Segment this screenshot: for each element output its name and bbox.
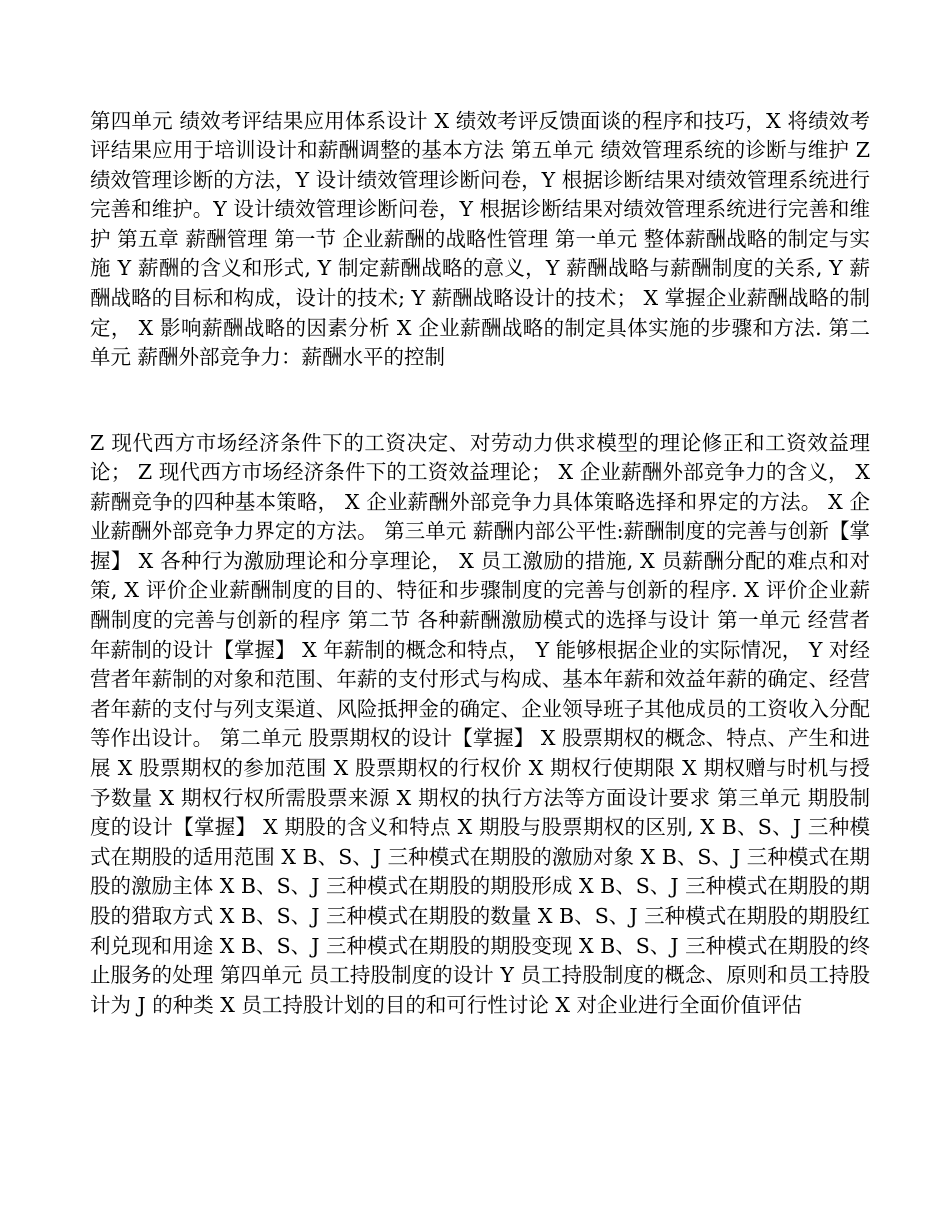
paragraph-compensation-incentive-models: Z 现代西方市场经济条件下的工资决定、对劳动力供求模型的理论修正和工资效益理论； Z 现代西方市场经济条件下的工资效益理论； X 企业薪酬外部竞争力的含义， X 薪酬竞争的四种基本策略， X 企业薪酬外部竞争力具体策略选择和界定的方法。 X 企业薪酬外部竞争力界定的方法。 第三单元 薪酬内部公平性:薪酬制度的完善与创新【掌握】 X 各种行为激励理论和分享理论， X 员工激励的措施, X 员薪酬分配的难点和对策, X 评价企业薪酬制度的目的、特征和步骤制度的完善与创新的程序. X 评价企业薪酬制度的完善与创新的程序 第二节 各种薪酬激励模式的选择与设计 第一单元 经营者年薪制的设计【掌握】 X 年薪制的概念和特点， Y 能够根据企业的实际情况， Y 对经营者年薪制的对象和范围、年薪的支付形式与构成、基本年薪和效益年薪的确定、经营者年薪的支付与列支渠道、风险抵押金的确定、企业领导班子其他成员的工资收入分配等作出设计。 第二单元 股票期权的设计【掌握】 X 股票期权的概念、特点、产生和进展 X 股票期权的参加范围 X 股票期权的行权价 X 期权行使期限 X 期权赠与时机与授予数量 X 期权行权所需股票来源 X 期权的执行方法等方面设计要求 第三单元 期股制度的设计【掌握】 X 期股的含义和特点 X 期股与股票期权的区别, X B、S、J 三种模式在期股的适用范围 X B、S、J 三种模式在期股的激励对象 X B、S、J 三种模式在期股的激励主体 X B、S、J 三种模式在期股的期股形成 X B、S、J 三种模式在期股的期股的猎取方式 X B、S、J 三种模式在期股的数量 X B、S、J 三种模式在期股的期股红利兑现和用途 X B、S、J 三种模式在期股的期股变现 X B、S、J 三种模式在期股的终止服务的处理 第四单元 员工持股制度的设计 Y 员工持股制度的概念、原则和员工持股计为 J 的种类 X 员工持股计划的目的和可行性讨论 X 对企业进行全面价值评估 xyxy=(90,430,870,1017)
paragraph-performance-and-compensation-strategy: 第四单元 绩效考评结果应用体系设计 X 绩效考评反馈面谈的程序和技巧，X 将绩效考评结果应用于培训设计和薪酬调整的基本方法 第五单元 绩效管理系统的诊断与维护 Z 绩效管理诊断的方法，Y 设计绩效管理诊断问卷，Y 根据诊断结果对绩效管理系统进行完善和维护。Y 设计绩效管理诊断问卷，Y 根据诊断结果对绩效管理系统进行完善和维护 第五章 薪酬管理 第一节 企业薪酬的战略性管理 第一单元 整体薪酬战略的制定与实施 Y 薪酬的含义和形式, Y 制定薪酬战略的意义，Y 薪酬战略与薪酬制度的关系, Y 薪酬战略的目标和构成，设计的技术; Y 薪酬战略设计的技术； X 掌握企业薪酬战略的制定， X 影响薪酬战略的因素分析 X 企业薪酬战略的制定具体实施的步骤和方法. 第二单元 薪酬外部竞争力：薪酬水平的控制 xyxy=(90,108,870,370)
